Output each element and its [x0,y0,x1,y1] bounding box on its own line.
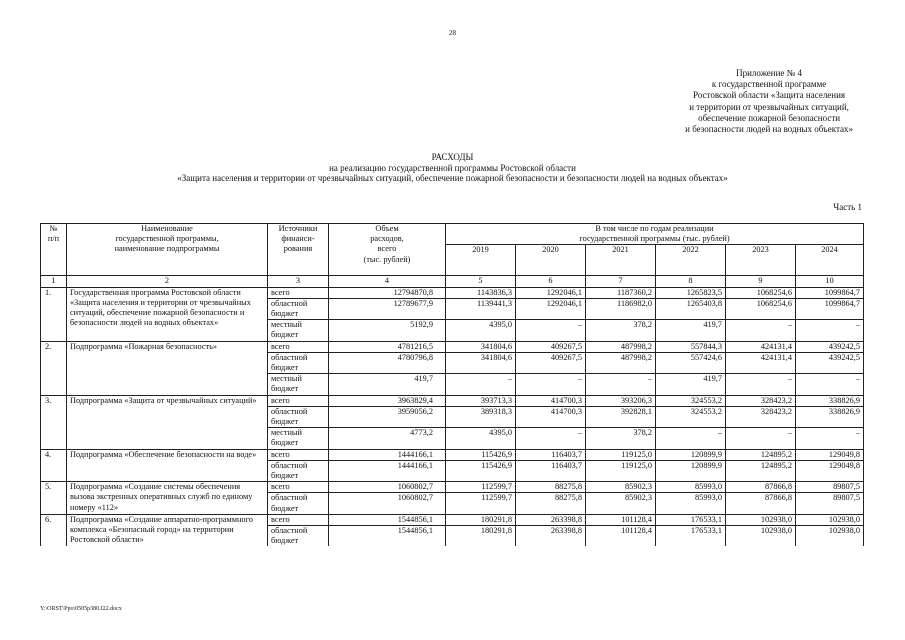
funding-source-cell: местный бюджет [268,428,329,449]
row-number-cell: 1. [41,287,67,341]
year-amount-cell: 124895,2 [726,449,796,460]
document-title [0,152,905,184]
year-amount-cell: 88275,8 [516,493,586,514]
year-amount-cell: – [516,428,586,449]
row-number-cell: 5. [41,482,67,515]
row-number-cell: 6. [41,514,67,546]
year-amount-cell: 176533,1 [656,526,726,547]
funding-source-cell: областной бюджет [268,460,329,481]
year-amount-cell: 487998,2 [586,341,656,352]
year-amount-cell: 119125,0 [586,449,656,460]
header-year: 2022 [656,245,726,276]
funding-source-cell: всего [268,341,329,352]
year-amount-cell: 180291,8 [446,526,516,547]
header-num [41,224,67,276]
funding-source-cell: местный бюджет [268,320,329,341]
funding-source-cell: всего [268,482,329,493]
year-amount-cell: 393206,3 [586,395,656,406]
funding-source-cell: всего [268,514,329,525]
column-index: 10 [796,276,864,287]
program-name-cell: Подпрограмма «Создание системы обеспечения вызова экстренных оперативных служб по единому номеру «112» [67,482,268,515]
total-volume-cell: 1060802,7 [329,482,446,493]
header-text: государственной программы (тыс. рублей) [579,234,730,244]
year-amount-cell: 1139441,3 [446,298,516,319]
year-amount-cell: – [796,428,864,449]
year-amount-cell: 1292046,1 [516,298,586,319]
total-volume-cell: 12789677,9 [329,298,446,319]
header-source [268,224,329,276]
year-amount-cell: 487998,2 [586,352,656,373]
header-year: 2023 [726,245,796,276]
header-text: № [49,224,58,233]
year-amount-cell: 389318,3 [446,406,516,427]
header-text: государственной программы, [115,234,219,244]
row-number-cell: 3. [41,395,67,449]
title-heading: РАСХОДЫ [431,152,474,162]
appendix-line: и безопасности людей на водных объектах» [685,124,853,135]
total-volume-cell: 1544856,1 [329,526,446,547]
year-amount-cell: 439242,5 [796,352,864,373]
year-amount-cell: 341804,6 [446,352,516,373]
table-row [41,341,864,352]
row-number-cell: 2. [41,341,67,395]
year-amount-cell: 129049,8 [796,449,864,460]
total-volume-cell: 419,7 [329,374,446,395]
table-row [41,395,864,406]
year-amount-cell: 85993,0 [656,493,726,514]
total-volume-cell: 5192,9 [329,320,446,341]
header-text: (тыс. рублей) [363,254,411,264]
year-amount-cell: 115426,9 [446,460,516,481]
header-text: финанси- [281,234,315,244]
column-index: 5 [446,276,516,287]
year-amount-cell: 4395,0 [446,320,516,341]
year-amount-cell: 4395,0 [446,428,516,449]
year-amount-cell: 116403,7 [516,449,586,460]
year-amount-cell: 176533,1 [656,514,726,525]
year-amount-cell: 324553,2 [656,395,726,406]
header-text: расходов, [370,234,404,244]
appendix-note [685,68,853,135]
year-amount-cell: – [516,374,586,395]
column-index: 4 [329,276,446,287]
table-row [41,287,864,298]
year-amount-cell: 424131,4 [726,352,796,373]
year-amount-cell: 85902,3 [586,493,656,514]
year-amount-cell: – [726,374,796,395]
year-amount-cell: 409267,5 [516,352,586,373]
year-amount-cell: 1099864,7 [796,287,864,298]
funding-source-cell: областной бюджет [268,298,329,319]
year-amount-cell: 87866,8 [726,482,796,493]
year-amount-cell: 263398,8 [516,526,586,547]
appendix-line: и территории от чрезвычайных ситуаций, [689,101,849,112]
column-index: 1 [41,276,67,287]
program-name-cell: Подпрограмма «Защита от чрезвычайных ситуаций» [67,395,268,449]
header-text: п/п [47,234,60,244]
part-label: Часть 1 [833,202,862,212]
year-amount-cell: 101128,4 [586,526,656,547]
year-amount-cell: – [516,320,586,341]
year-amount-cell: 102938,0 [796,514,864,525]
header-text: Источники [278,224,318,233]
funding-source-cell: всего [268,395,329,406]
year-amount-cell: 102938,0 [796,526,864,547]
funding-source-cell: местный бюджет [268,374,329,395]
year-amount-cell: 414700,3 [516,406,586,427]
year-amount-cell: – [726,428,796,449]
column-index: 9 [726,276,796,287]
total-volume-cell: 1444166,1 [329,460,446,481]
year-amount-cell: 180291,8 [446,514,516,525]
header-text: Наименование [141,224,193,233]
year-amount-cell: 85902,3 [586,482,656,493]
total-volume-cell: 1060802,7 [329,493,446,514]
column-index: 3 [268,276,329,287]
year-amount-cell: 263398,8 [516,514,586,525]
column-index: 2 [67,276,268,287]
year-amount-cell: 120899,9 [656,460,726,481]
header-text: рования [283,244,313,254]
year-amount-cell: 324553,2 [656,406,726,427]
total-volume-cell: 3963829,4 [329,395,446,406]
year-amount-cell: 414700,3 [516,395,586,406]
header-text: Объем [375,224,399,233]
year-amount-cell: 338826,9 [796,395,864,406]
year-amount-cell: – [796,374,864,395]
year-amount-cell: 102938,0 [726,514,796,525]
funding-source-cell: всего [268,287,329,298]
expenses-table [40,223,864,546]
header-year: 2024 [796,245,864,276]
program-name-cell: Государственная программа Ростовской области «Защита населения и территории от чрезвычайных ситуаций, обеспечение пожарной безопасности и безопасности людей на водных объектах» [67,287,268,341]
year-amount-cell: 116403,7 [516,460,586,481]
year-amount-cell: 1265403,8 [656,298,726,319]
year-amount-cell: 1143836,3 [446,287,516,298]
year-amount-cell: 328423,2 [726,395,796,406]
year-amount-cell: 101128,4 [586,514,656,525]
header-year: 2020 [516,245,586,276]
title-line: на реализацию государственной программы Ростовской области [329,162,576,173]
year-amount-cell: – [586,374,656,395]
year-amount-cell: 378,2 [586,320,656,341]
year-amount-cell: 409267,5 [516,341,586,352]
year-amount-cell: 392828,1 [586,406,656,427]
year-amount-cell: 102938,0 [726,526,796,547]
year-amount-cell: 419,7 [656,320,726,341]
total-volume-cell: 4780796,8 [329,352,446,373]
year-amount-cell: 424131,4 [726,341,796,352]
program-name-cell: Подпрограмма «Создание аппаратно-программного комплекса «Безопасный город» на территории Ростовской области» [67,514,268,546]
year-amount-cell: 124895,2 [726,460,796,481]
program-name-cell: Подпрограмма «Обеспечение безопасности на воде» [67,449,268,482]
year-amount-cell: 1099864,7 [796,298,864,319]
year-amount-cell: 341804,6 [446,341,516,352]
header-text: всего [377,244,397,254]
total-volume-cell: 4773,2 [329,428,446,449]
year-amount-cell: 557844,3 [656,341,726,352]
column-index: 6 [516,276,586,287]
year-amount-cell: 87866,8 [726,493,796,514]
year-amount-cell: – [796,320,864,341]
year-amount-cell: 129049,8 [796,460,864,481]
year-amount-cell: 112599,7 [446,482,516,493]
year-amount-cell: 1186982,0 [586,298,656,319]
column-index: 7 [586,276,656,287]
column-index-row [41,276,864,287]
row-number-cell: 4. [41,449,67,482]
table-row [41,482,864,493]
file-path-footer: Y:\ORST\Ppo\0505p380.f22.docx [40,606,122,612]
funding-source-cell: областной бюджет [268,406,329,427]
program-name-cell: Подпрограмма «Пожарная безопасность» [67,341,268,395]
year-amount-cell: 1187360,2 [586,287,656,298]
year-amount-cell: 328423,2 [726,406,796,427]
year-amount-cell: 119125,0 [586,460,656,481]
year-amount-cell: – [726,320,796,341]
year-amount-cell: – [656,428,726,449]
year-amount-cell: 1068254,6 [726,298,796,319]
year-amount-cell: 393713,3 [446,395,516,406]
year-amount-cell: 85993,0 [656,482,726,493]
funding-source-cell: областной бюджет [268,352,329,373]
funding-source-cell: всего [268,449,329,460]
header-year: 2021 [586,245,656,276]
year-amount-cell: 439242,5 [796,341,864,352]
header-name [67,224,268,276]
year-amount-cell: – [446,374,516,395]
year-amount-cell: 115426,9 [446,449,516,460]
year-amount-cell: 338826,9 [796,406,864,427]
year-amount-cell: 1068254,6 [726,287,796,298]
total-volume-cell: 12794870,8 [329,287,446,298]
year-amount-cell: 557424,6 [656,352,726,373]
table-row [41,449,864,460]
year-amount-cell: 112599,7 [446,493,516,514]
header-years-group [446,224,864,245]
year-amount-cell: 89807,5 [796,482,864,493]
total-volume-cell: 1444166,1 [329,449,446,460]
year-amount-cell: 120899,9 [656,449,726,460]
funding-source-cell: областной бюджет [268,493,329,514]
total-volume-cell: 3959056,2 [329,406,446,427]
year-amount-cell: 1265823,5 [656,287,726,298]
title-line: «Защита населения и территории от чрезвычайных ситуаций, обеспечение пожарной безопасности и безопасности людей на водных объектах» [177,173,728,184]
page-number: 28 [449,29,456,37]
appendix-line: обеспечение пожарной безопасности [698,112,841,123]
table-row [41,514,864,525]
total-volume-cell: 1544856,1 [329,514,446,525]
year-amount-cell: 1292046,1 [516,287,586,298]
header-volume [329,224,446,276]
total-volume-cell: 4781216,5 [329,341,446,352]
appendix-line: Ростовской области «Защита населения [693,90,846,101]
year-amount-cell: 419,7 [656,374,726,395]
appendix-line: к государственной программе [711,79,827,90]
column-index: 8 [656,276,726,287]
year-amount-cell: 378,2 [586,428,656,449]
year-amount-cell: 89807,5 [796,493,864,514]
header-text: В том числе по годам реализации [595,224,714,233]
year-amount-cell: 88275,8 [516,482,586,493]
header-text: наименование подпрограммы [114,244,220,254]
appendix-line: Приложение № 4 [736,68,803,78]
funding-source-cell: областной бюджет [268,526,329,547]
header-year: 2019 [446,245,516,276]
